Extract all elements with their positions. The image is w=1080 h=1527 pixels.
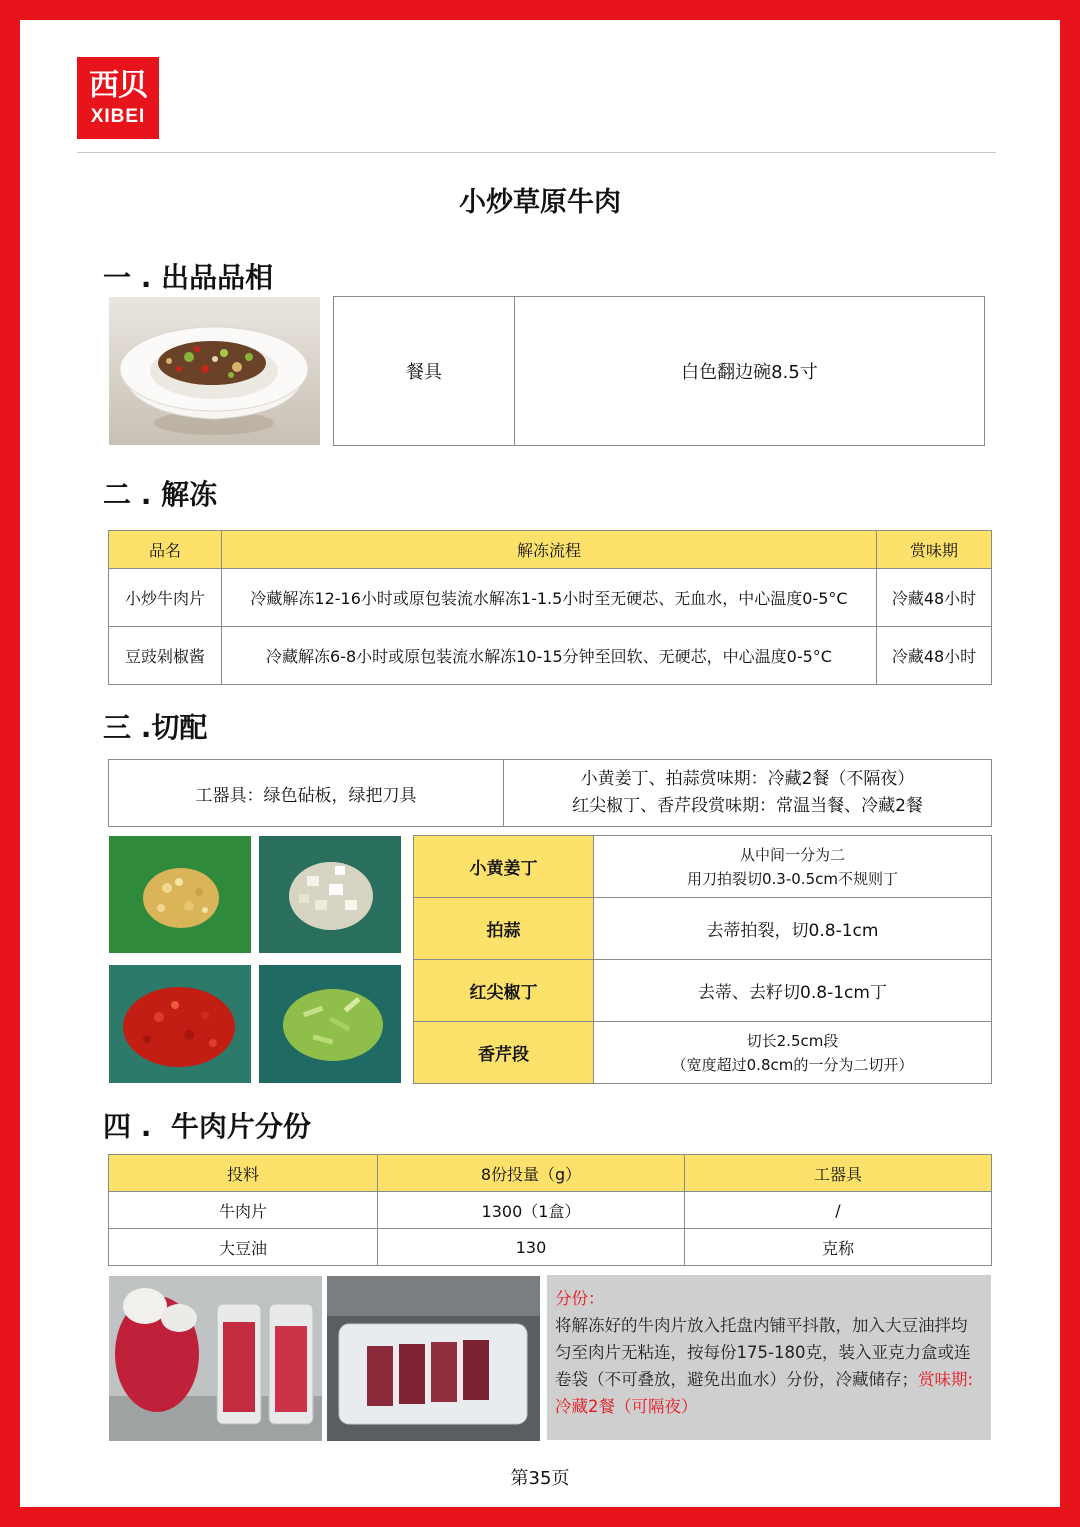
- beef-mixing-photo: [109, 1276, 322, 1441]
- thaw-header-name: 品名: [109, 531, 222, 569]
- portion-cell: 大豆油: [109, 1229, 378, 1266]
- thaw-header-process: 解冻流程: [222, 531, 877, 569]
- thaw-cell: 冷藏解冻6-8小时或原包装流水解冻10-15分钟至回软、无硬芯，中心温度0-5°C: [222, 627, 877, 685]
- thaw-cell: 冷藏48小时: [877, 627, 992, 685]
- portion-cell: 1300（1盒）: [378, 1192, 685, 1229]
- thaw-header-shelf: 赏味期: [877, 531, 992, 569]
- beef-tray-photo: [327, 1276, 540, 1441]
- cutting-item-desc: 去蒂、去籽切0.8-1cm丁: [594, 960, 992, 1022]
- page: [20, 20, 1060, 1507]
- tableware-label: 餐具: [334, 297, 515, 446]
- tableware-value: 白色翻边碗8.5寸: [515, 297, 985, 446]
- thaw-cell: 小炒牛肉片: [109, 569, 222, 627]
- cutting-shelf-line1: 小黄姜丁、拍蒜赏味期：冷藏2餐（不隔夜）: [580, 769, 915, 789]
- header-divider: [77, 152, 996, 153]
- portion-note-shelf-life: 赏味期:冷藏2餐（可隔夜）: [555, 1370, 974, 1416]
- portion-cell: 牛肉片: [109, 1192, 378, 1229]
- cutting-item-desc: 从中间一分为二: [739, 845, 845, 864]
- page-number: 第35页: [510, 1468, 570, 1489]
- portion-header: 8份投量（g）: [378, 1155, 685, 1192]
- cutting-item-name: 小黄姜丁: [414, 836, 594, 898]
- table-row: [109, 569, 992, 627]
- table-row: [109, 1192, 992, 1229]
- brand-logo-cn: 西贝: [89, 67, 147, 103]
- celery-photo: [259, 965, 401, 1083]
- cutting-item-name: 拍蒜: [414, 898, 594, 960]
- portion-cell: 130: [378, 1229, 685, 1266]
- portion-note: [547, 1275, 991, 1440]
- cutting-shelf-line2: 红尖椒丁、香芹段赏味期：常温当餐、冷藏2餐: [572, 796, 923, 816]
- table-row: [414, 960, 992, 1022]
- portion-header: 工器具: [685, 1155, 992, 1192]
- table-row: [414, 836, 992, 898]
- cutting-item-name: 香芹段: [414, 1022, 594, 1084]
- section-heading-presentation: 一 . 出品品相: [103, 261, 274, 294]
- cutting-tools: 工器具：绿色砧板，绿把刀具: [109, 760, 504, 827]
- table-row: [109, 627, 992, 685]
- thaw-cell: 豆豉剁椒酱: [109, 627, 222, 685]
- portion-note-body: 将解冻好的牛肉片放入托盘内铺平抖散，加入大豆油拌均匀至肉片无粘连，按每份175-180克，装入亚克力盒或连卷袋（不可叠放，避免出血水）分份，冷藏储存；: [555, 1316, 971, 1389]
- dish-photo: [109, 297, 320, 445]
- thaw-cell: 冷藏解冻12-16小时或原包装流水解冻1-1.5小时至无硬芯、无血水，中心温度0-5°C: [222, 569, 877, 627]
- cutting-item-desc: （宽度超过0.8cm的一分为二切开）: [671, 1055, 914, 1074]
- table-row: [109, 1229, 992, 1266]
- section-heading-cutting: 三 .切配: [103, 711, 208, 744]
- red-chili-photo: [109, 965, 251, 1083]
- table-row: [414, 1022, 992, 1084]
- portion-header: 投料: [109, 1155, 378, 1192]
- cutting-item-desc: 切长2.5cm段: [746, 1031, 839, 1050]
- portion-cell: 克称: [685, 1229, 992, 1266]
- section-heading-portion: 四 . 牛肉片分份: [103, 1110, 311, 1143]
- portion-note-title: 分份：: [555, 1289, 605, 1308]
- section-heading-thaw: 二 . 解冻: [103, 478, 218, 511]
- brand-logo-en: XIBEI: [90, 105, 146, 127]
- garlic-photo: [259, 836, 401, 953]
- thaw-table: [108, 530, 992, 685]
- ginger-dice-photo: [109, 836, 251, 953]
- table-row: [414, 898, 992, 960]
- cutting-tools-table: [108, 759, 992, 827]
- thaw-cell: 冷藏48小时: [877, 569, 992, 627]
- portion-cell: /: [685, 1192, 992, 1229]
- page-title: 小炒草原牛肉: [459, 187, 621, 218]
- cutting-item-desc: 用刀拍裂切0.3-0.5cm不规则丁: [687, 869, 898, 888]
- brand-logo: [77, 57, 159, 139]
- portion-table: [108, 1154, 992, 1266]
- cutting-items-table: [413, 835, 992, 1084]
- tableware-table: [333, 296, 985, 446]
- cutting-item-name: 红尖椒丁: [414, 960, 594, 1022]
- cutting-item-desc: 去蒂拍裂，切0.8-1cm: [594, 898, 992, 960]
